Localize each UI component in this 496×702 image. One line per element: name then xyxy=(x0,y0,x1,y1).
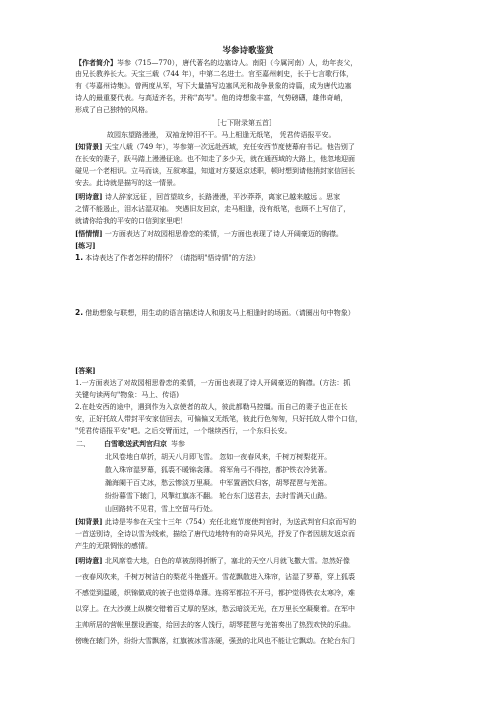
emotion-label: [悟情情] xyxy=(75,229,103,238)
page-title: 岑参诗歌鉴赏 xyxy=(222,46,274,56)
section2-title: 白雪歌送武判官归京 xyxy=(104,439,167,448)
meaning-line-3: 就请你给我的平安的口信到家里吧！ xyxy=(75,217,187,225)
author-line-5: 形成了自己独特的风格。 xyxy=(75,106,152,114)
background-line-1: [知背景] 天宝八载（749 年），岑参第一次远赴西域，充任安西节度使幕府书记。他告别了 xyxy=(75,142,355,151)
meaning2-line-5: 主帅所居的营帐里摆设酒宴，给回去的客人饯行，胡琴琵琶与羌笛奏出了热烈欢快的乐曲。 xyxy=(75,621,355,629)
poem2-line-5: 山回路转不见君，雪上空留马行处。 xyxy=(105,505,217,513)
poem2-line-2: 散入珠帘湿罗幕，狐裘不暖锦衾薄。 将军角弓不得控，都护铁衣冷犹著。 xyxy=(105,466,332,474)
author-line-2: 由兄长教养长大。天宝三载（744 年），中第二名进士。官至嘉州刺史，长于七言歌行体， xyxy=(75,70,354,78)
answer-line-1: 1.一方面表达了对故园相思眷恋的柔情，一方面也表现了诗人开阔豪迈的胸襟。(方法：抓 xyxy=(75,379,351,387)
background-label: [知背景] xyxy=(75,142,103,151)
answer-line-4: 安，正好托故人带封平安家信回去，可偏偏又无纸笔，彼此行色匆匆，只好托故人带个口信， xyxy=(75,415,362,423)
emotion-line: [悟情情] 一方面表达了对故园相思眷恋的柔情，一方面也表现了诗人开阔豪迈的胸襟。 xyxy=(75,229,343,238)
meaning-line-2: 之情不能遏止，泪水沾湿双袖。 突遇旧友回京，走马相逢，没有纸笔，也顾不上写信了， xyxy=(75,205,351,213)
meaning2-line-1: [明诗意] 北风席卷大地，白色的草被刮得折断了，塞北的天空八月就飞撒大雪。忽然好像 xyxy=(75,556,350,565)
author-line-4: 诗人的最重要代表。与高适齐名，并称"高岑"。他的诗想象丰富，气势磅礴，雄伟奇峭， xyxy=(75,94,348,102)
background2-label: [知背景] xyxy=(75,517,103,526)
background2-line-1: [知背景] 此诗是岑参在天宝十三年（754）充任北庭节度使判官时，为送武判官归京而写的 xyxy=(75,517,357,526)
poem2-line-1: 北风卷地白草折，胡天八月即飞雪。 忽如一夜春风来，千树万树梨花开。 xyxy=(105,453,332,461)
author-line-3: 有《岑嘉州诗集》。曾两度从军，写下大量描写边塞风光和战争景象的诗篇，成为唐代边塞 xyxy=(75,82,352,90)
poem1-heading: ［七下附录第五首］ xyxy=(213,119,276,127)
poem2-line-3: 瀚海阑干百丈冰，愁云惨淡万里凝。 中军置酒饮归客，胡琴琵琶与羌笛。 xyxy=(105,479,332,487)
section2-number: 二、 xyxy=(76,440,90,448)
poem1-text: 故园东望路漫漫， 双袖龙钟泪不干。马上相逢无纸笔， 凭君传语报平安。 xyxy=(107,131,336,139)
background-line-3: 碰见一个老相识。立马而谈，互叙寒温，知道对方要返京述职，顿时想到请他捎封家信回长 xyxy=(75,167,355,175)
background2-line-2: 一首送别诗，全诗以雪为线索，描绘了唐代边地特有的奇异风光，抒发了作者因朋友返京而 xyxy=(75,530,355,538)
section2-author: 岑参 xyxy=(171,440,185,448)
answer-line-3: 2.在赴安西的途中，遇到作为入京使者的故人，彼此都勒马控缰。而自己的妻子也正在长 xyxy=(75,403,348,411)
background2-line-3: 产生的无限惆怅的感情。 xyxy=(75,542,152,550)
author-line-1: 【作者简介】岑参（715—770），唐代著名的边塞诗人。南阳（今属河南）人，幼年丧父， xyxy=(75,58,358,67)
practice-q2: 2. 借助想象与联想，用生动的语言描述诗人和朋友马上相逢时的场面。（请圈出句中物象） xyxy=(75,308,355,317)
meaning-line-1: [明诗意] 诗人辞家远征 ，回首望故乡，长路漫漫，平沙莽莽，离家已越来越远 。思家 xyxy=(75,192,341,201)
meaning2-label: [明诗意] xyxy=(75,556,103,565)
background-line-4: 安去。此诗就是描写的这一情景。 xyxy=(75,179,180,187)
section2-heading xyxy=(76,440,185,448)
author-label: 【作者简介】 xyxy=(75,58,117,67)
answer-line-2: 关键句读两句"物象：马上、传语) xyxy=(75,391,179,399)
answer-line-5: "凭君传语报平安"吧。之后交臂而过，一个继续西行，一个东归长安。 xyxy=(75,427,292,435)
meaning2-line-3: 不感觉到温暖，织锦做成的被子也觉得单薄。连将军都拉不开弓，都护觉得铁衣太寒冷，难 xyxy=(75,589,355,597)
meaning2-line-4: 以穿上。在大沙漠上纵横交错着百丈厚的坚冰，愁云暗淡无光，在万里长空凝聚着。在军中 xyxy=(75,605,355,613)
practice-q1: 1. 本诗表达了作者怎样的情怀？（请指明"悟诗情"的方法） xyxy=(75,253,260,262)
meaning-label: [明诗意] xyxy=(75,192,103,201)
meaning2-line-6: 傍晚在辕门外，纷纷大雪飘落，红旗被冰雪冻硬，强劲的北风也不能让它飘动。在轮台东门 xyxy=(75,637,355,645)
answer-label: [答案] xyxy=(75,366,96,375)
practice-label: [练习] xyxy=(75,241,96,250)
background-line-2: 在长安的妻子，跃马踏上漫漫征途。也不知走了多少天，就在通西域的大路上，他忽地迎面 xyxy=(75,155,355,163)
poem2-line-4: 纷纷暮雪下辕门，风掣红旗冻不翻。 轮台东门送君去，去时雪满天山路。 xyxy=(105,492,332,500)
meaning2-line-2: 一夜春风吹来，千树万树洁白的梨花斗艳盛开。雪花飘散进入珠帘，沾湿了罗幕，穿上狐裘 xyxy=(75,573,355,581)
